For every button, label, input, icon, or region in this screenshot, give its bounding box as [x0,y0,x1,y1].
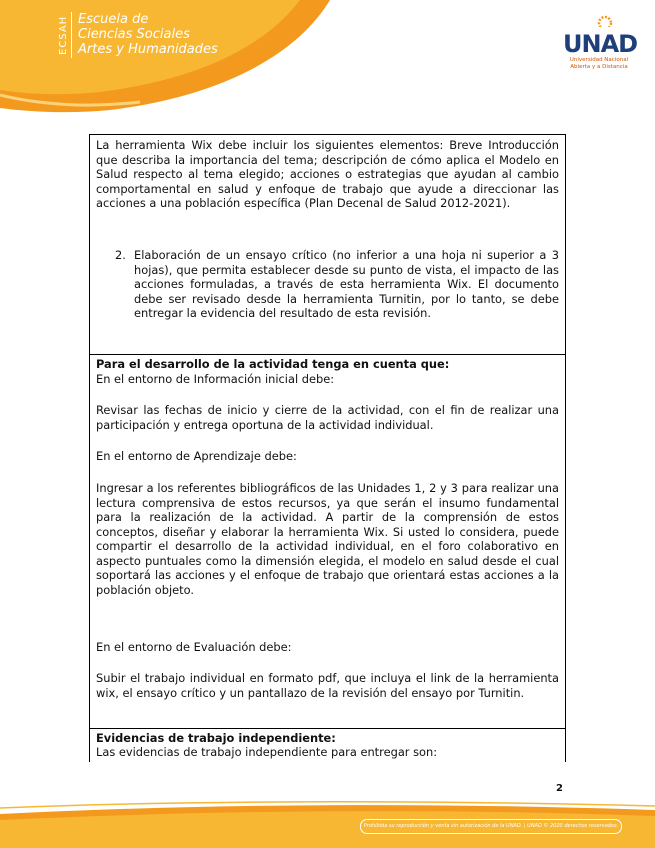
activity-guidelines-heading: Para el desarrollo de la actividad tenga en cuenta que: [96,357,450,371]
unad-subtitle-2: Abierta y a Distancia [570,64,628,70]
school-name-line-2: Ciencias Sociales [78,27,190,42]
unad-sun-icon [563,13,635,27]
learning-environment-intro: En el entorno de Aprendizaje debe: [96,449,297,463]
unad-wordmark: UNAD [563,30,638,58]
info-environment-intro: En el entorno de Información inicial debe: [96,372,335,386]
wix-requirements-paragraph: La herramienta Wix debe incluir los siguientes elementos: Breve Introducción que describa la importancia del tema; descripción de cómo aplica el Modelo en Salud respecto al tema elegido; acciones o estrategias que ayudan al cambio comportamental en salud y enfoque de trabajo que ayude a direccionar las acciones a una población específica (Plan Decenal de Salud 2012-2021). [96,138,559,210]
page-number: 2 [556,783,563,794]
evaluation-environment-intro: En el entorno de Evaluación debe: [96,640,292,654]
school-logo [58,12,218,58]
school-name-line-3: Artes y Humanidades [78,42,218,57]
table-row-divider [90,354,565,355]
school-logo-mark: ECSAH [58,12,72,58]
independent-work-heading: Evidencias de trabajo independiente: [96,731,336,745]
unad-subtitle-1: Universidad Nacional [569,57,629,63]
activity-table [89,134,566,762]
evaluation-environment-text: Subir el trabajo individual en formato pdf, que incluya el link de la herramienta wix, el ensayo crítico y un pantallazo de la revisión del ensayo por Turnitin. [96,671,559,700]
info-environment-text: Revisar las fechas de inicio y cierre de la actividad, con el fin de realizar una participación y entrega oportuna de la actividad individual. [96,403,559,432]
unad-logo [563,12,638,71]
table-row-divider [90,728,565,729]
copyright-note: Prohibida su reproducción y venta sin autorización de la UNAD. | UNAD © 2020 derechos reservados. [360,819,622,834]
essay-requirements-item: Elaboración de un ensayo crítico (no inferior a una hoja ni superior a 3 hojas), que permita establecer desde su punto de vista, el impacto de las acciones formuladas, a través de esta herramienta Wix. El documento debe ser revisado desde la herramienta Turnitin, por lo tanto, se debe entregar la evidencia del resultado de esta revisión. [134,248,559,320]
independent-work-intro: Las evidencias de trabajo independiente para entregar son: [96,745,438,759]
learning-environment-text: Ingresar a los referentes bibliográficos de las Unidades 1, 2 y 3 para realizar una lectura comprensiva de estos recursos, ya que serán el insumo fundamental para la realización de la actividad. A partir de la comprensión de estos conceptos, diseñar y elaborar la herramienta Wix. Si usted lo considera, puede compartir el desarrollo de la actividad individual, en el foro colaborativo en aspecto puntuales como la dimensión elegida, el modelo en salud desde el cual soportará las acciones y el enfoque de trabajo que orientará estas acciones a la población objeto. [96,481,559,597]
school-name-line-1: Escuela de [78,12,149,27]
list-item-number: 2. [115,248,126,262]
